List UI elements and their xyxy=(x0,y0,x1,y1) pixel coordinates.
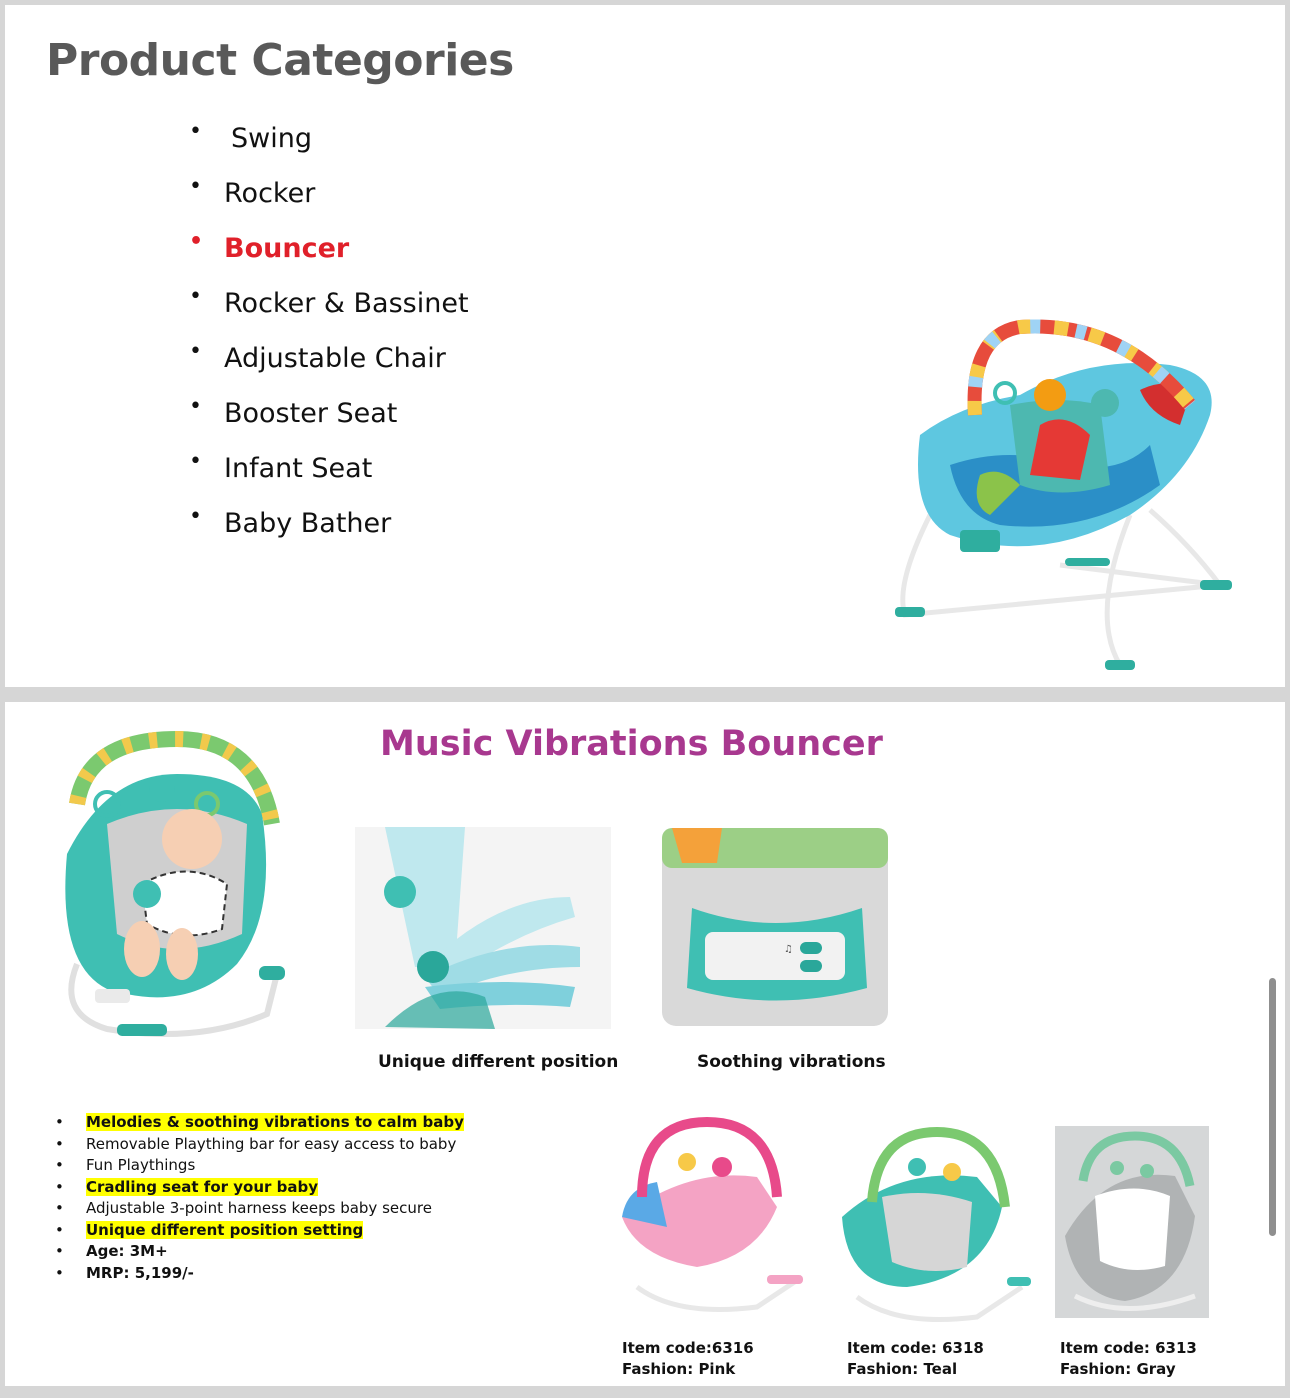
page-title: Product Categories xyxy=(46,35,514,86)
svg-text:♫: ♫ xyxy=(784,944,793,955)
variant-fashion: Fashion: Pink xyxy=(622,1360,736,1378)
product-title: Music Vibrations Bouncer xyxy=(380,724,883,764)
slide-music-vibrations-bouncer: Music Vibrations Bouncer Unique different position ♫ Soothing vibrations • Melodies & soothing vibrations to calm baby • Removable Plaything bar for easy access to baby • Fun Playthings • Cradling seat for your baby • Adjustable 3-point harness keeps baby secure • Unique different position setting • Age: 3M+ • MRP: 5,199/- Item code:6316 Fashion: Pink Item code: 6318 Fashion: Teal Item code: 6313 Fashion: Gray xyxy=(5,702,1285,1386)
vibration-unit-image xyxy=(662,828,888,1026)
variant-code: Item code: 6313 xyxy=(1060,1339,1197,1357)
variant-teal-image xyxy=(837,1127,1037,1327)
vibrations-caption: Soothing vibrations xyxy=(697,1052,886,1072)
bouncer-with-baby-image xyxy=(47,734,287,1044)
vertical-scrollbar[interactable] xyxy=(1269,978,1276,1236)
variant-pink-image xyxy=(617,1117,822,1322)
variant-teal-info xyxy=(847,1338,984,1380)
position-illustration-image xyxy=(355,827,611,1029)
bouncer-product-image xyxy=(890,315,1240,680)
variant-pink-info xyxy=(622,1338,754,1380)
variant-fashion: Fashion: Teal xyxy=(847,1360,958,1378)
slide-product-categories: Product Categories • Swing • Rocker • Bouncer • Rocker & Bassinet • Adjustable Chair • Booster Seat • Infant Seat • Baby Bather xyxy=(5,5,1285,687)
variant-code: Item code: 6318 xyxy=(847,1339,984,1357)
position-caption: Unique different position xyxy=(378,1052,619,1072)
variant-gray-info xyxy=(1060,1338,1197,1380)
variant-fashion: Fashion: Gray xyxy=(1060,1360,1176,1378)
variant-gray-image xyxy=(1055,1126,1209,1318)
variant-code: Item code:6316 xyxy=(622,1339,754,1357)
